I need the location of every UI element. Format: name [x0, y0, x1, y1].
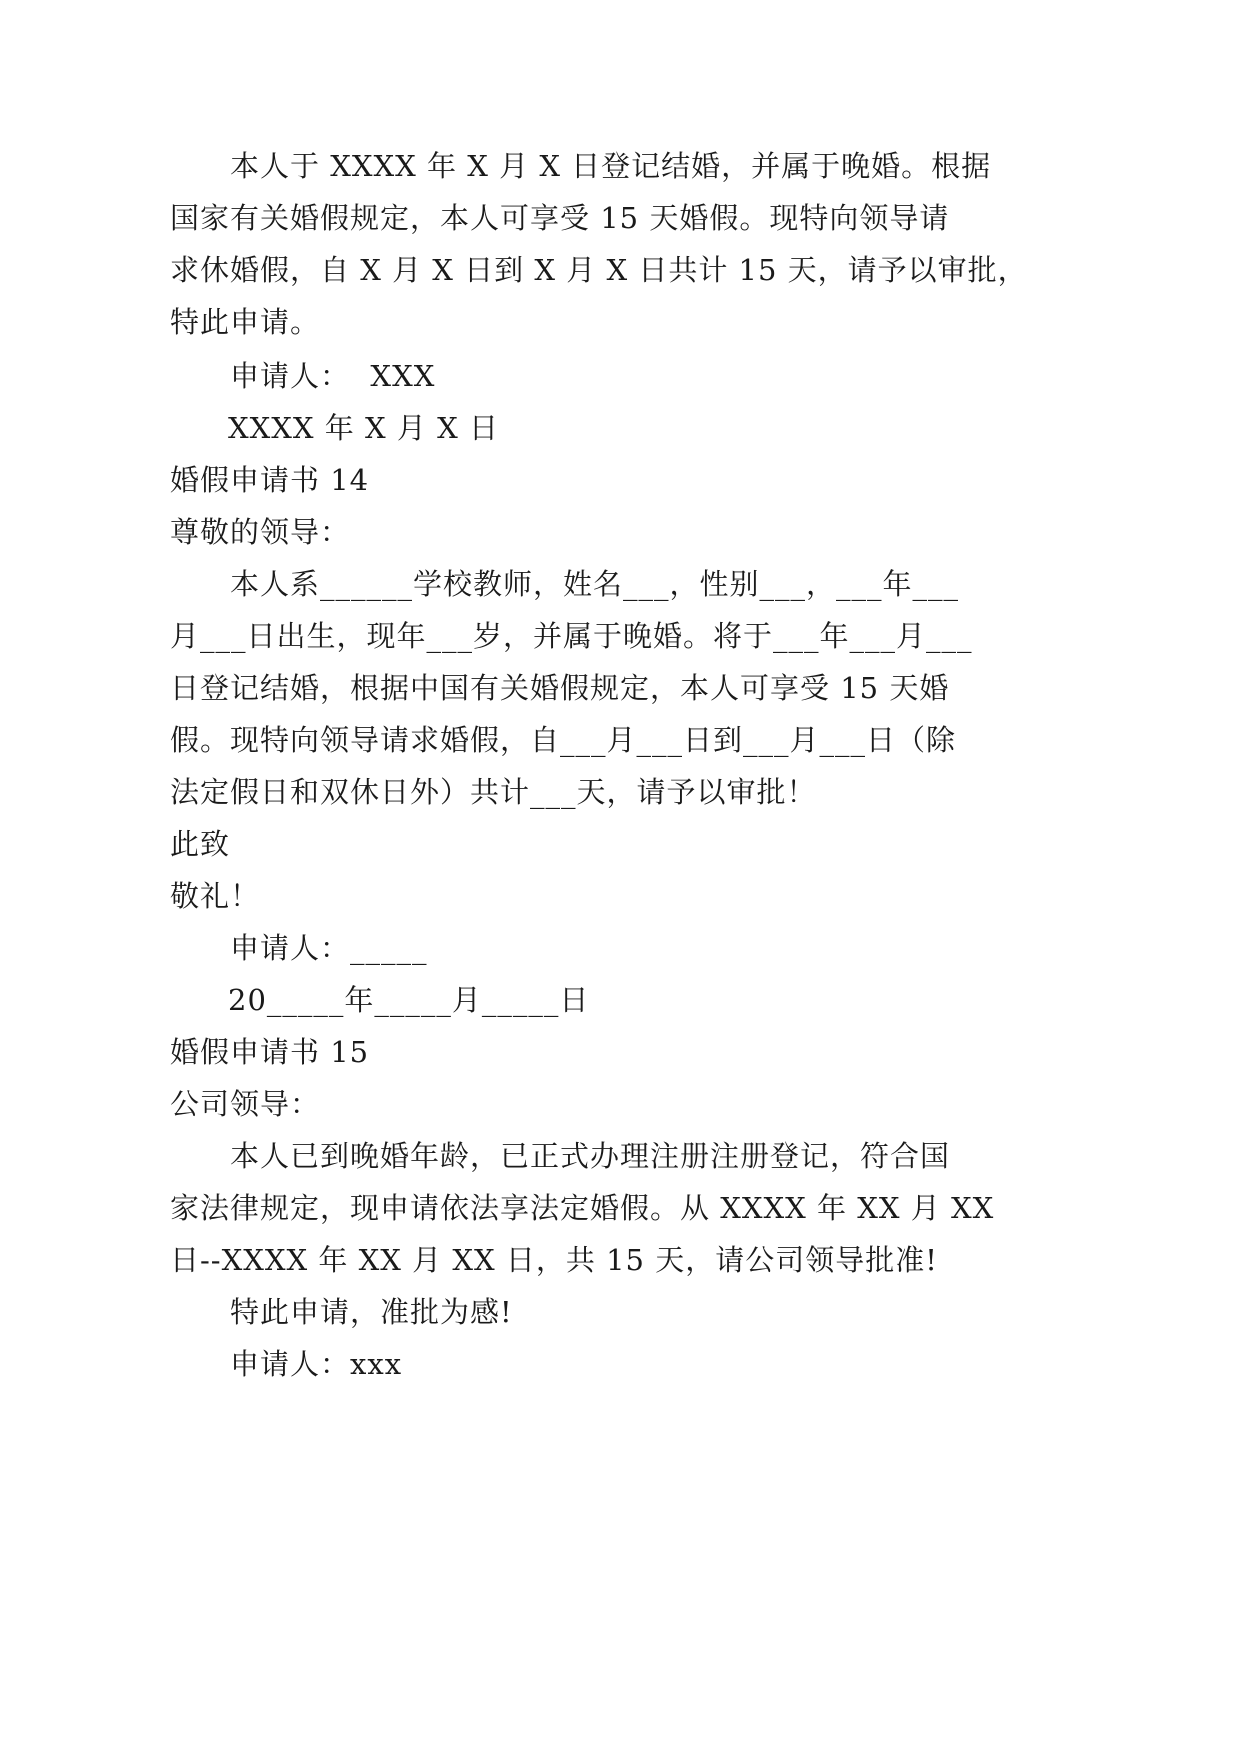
body-paragraph-line: 本人于 XXXX 年 X 月 X 日登记结婚，并属于晚婚。根据: [230, 149, 992, 183]
body-paragraph-line: 家法律规定，现申请依法享法定婚假。从 XXXX 年 XX 月 XX: [170, 1191, 995, 1225]
applicant-signature: 申请人：_____: [230, 931, 428, 965]
section-title: 婚假申请书 14: [170, 463, 370, 497]
body-paragraph-line: 求休婚假，自 X 月 X 日到 X 月 X 日共计 15 天，请予以审批，: [170, 253, 1028, 287]
salutation: 尊敬的领导：: [170, 515, 351, 549]
body-paragraph-line: 月___日出生，现年___岁，并属于晚婚。将于___年___月___: [170, 619, 973, 653]
body-paragraph-line: 本人已到晚婚年龄，已正式办理注册注册登记，符合国: [230, 1139, 951, 1173]
request-line: 特此申请，准批为感!: [230, 1295, 513, 1329]
closing-line: 此致: [170, 827, 231, 861]
closing-line: 敬礼！: [170, 879, 261, 913]
application-date: 20_____年_____月_____日: [228, 983, 590, 1017]
body-paragraph-line: 日登记结婚，根据中国有关婚假规定，本人可享受 15 天婚: [170, 671, 950, 705]
body-paragraph-line: 日--XXXX 年 XX 月 XX 日，共 15 天，请公司领导批准!: [170, 1243, 938, 1277]
body-paragraph-line: 国家有关婚假规定，本人可享受 15 天婚假。现特向领导请: [170, 201, 950, 235]
section-title: 婚假申请书 15: [170, 1035, 370, 1069]
body-paragraph-line: 特此申请。: [170, 305, 321, 339]
body-paragraph-line: 假。现特向领导请求婚假，自___月___日到___月___日（除: [170, 723, 957, 757]
applicant-signature: 申请人： XXX: [230, 359, 436, 393]
application-date: XXXX 年 X 月 X 日: [228, 411, 499, 445]
applicant-signature: 申请人：xxx: [230, 1347, 403, 1381]
body-paragraph-line: 本人系______学校教师，姓名___，性别___，___年___: [230, 567, 960, 601]
salutation: 公司领导：: [170, 1087, 321, 1121]
body-paragraph-line: 法定假日和双休日外）共计___天，请予以审批！: [170, 775, 817, 809]
